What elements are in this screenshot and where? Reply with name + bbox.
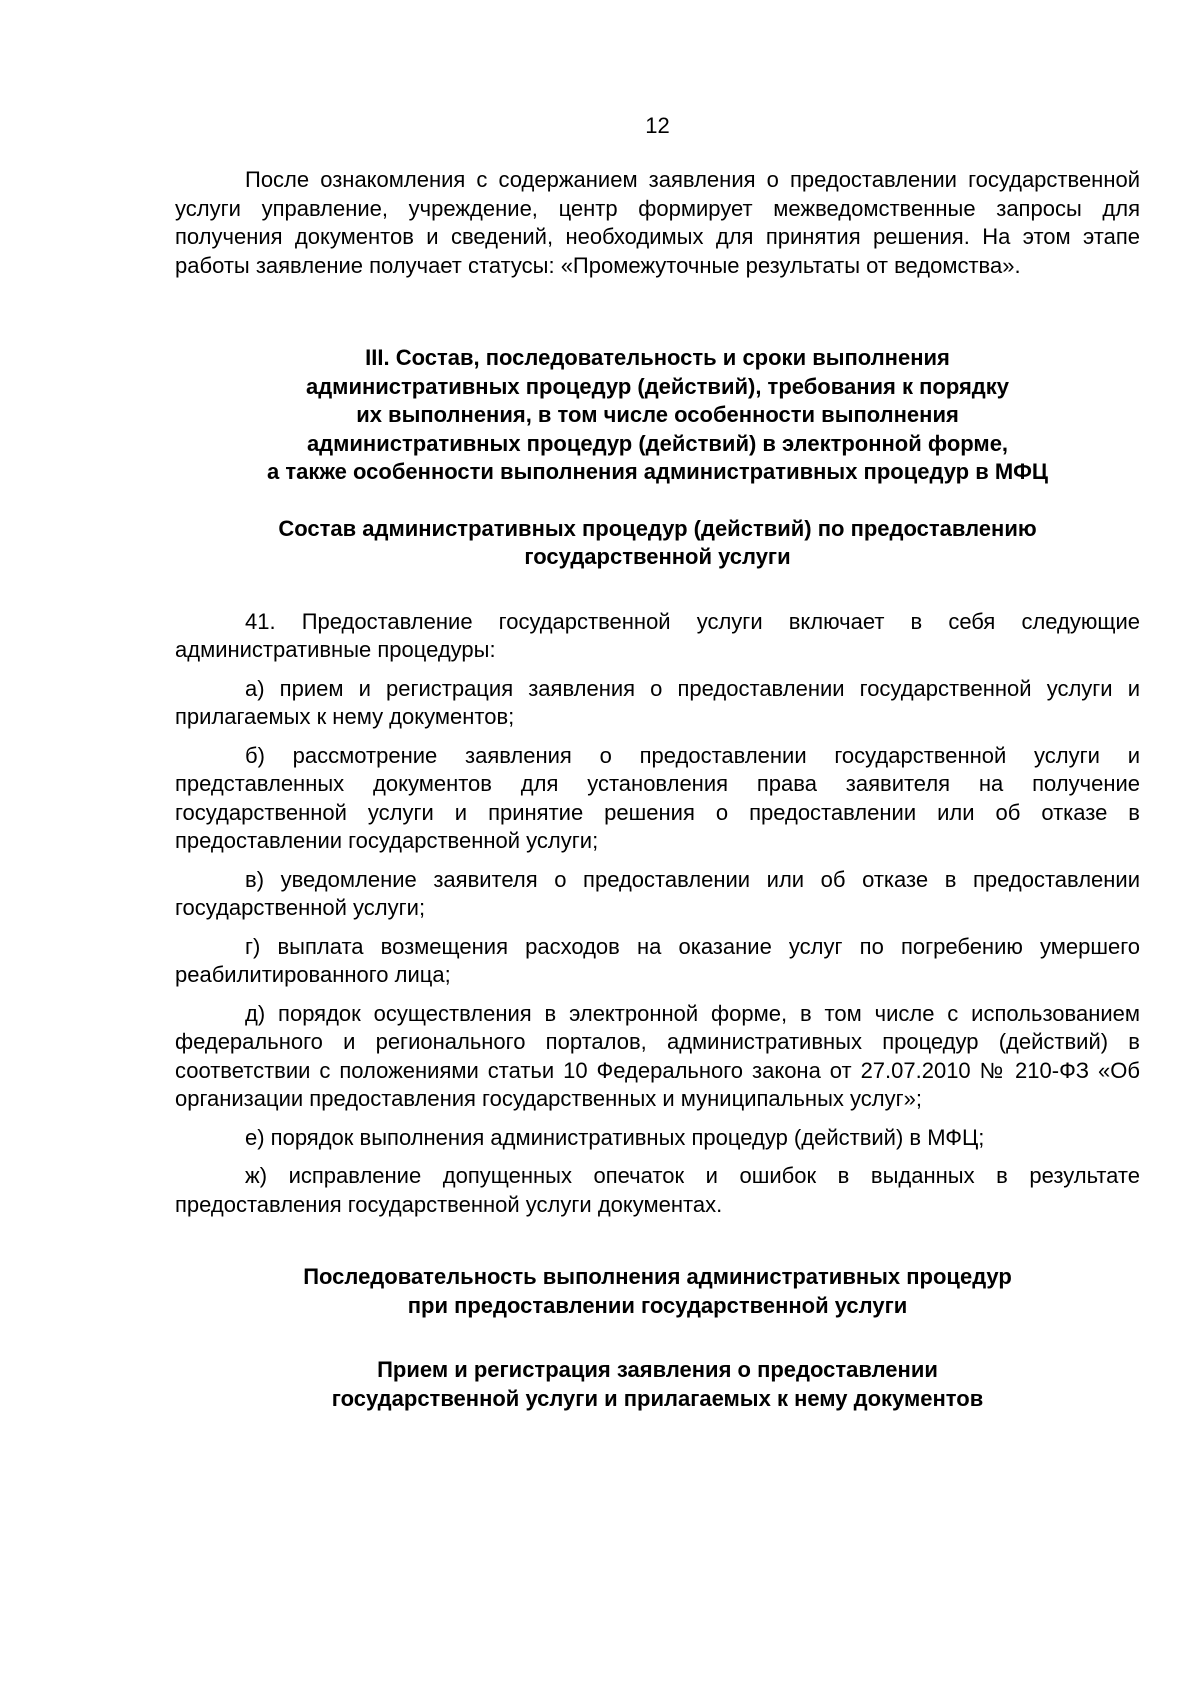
subheading-line: государственной услуги [524, 544, 791, 569]
section-heading-line: административных процедур (действий), требования к порядку [305, 373, 1010, 399]
section-heading-line: а также особенности выполнения административных процедур в МФЦ [267, 459, 1048, 484]
section-heading-line: административных процедур (действий) в электронной форме, [306, 430, 1009, 456]
subheading-sequence [175, 1263, 1140, 1320]
list-item-g: г) выплата возмещения расходов на оказание услуг по погребению умершего реабилитированного лица; [175, 933, 1140, 987]
section-heading-line: III. Состав, последовательность и сроки выполнения [365, 345, 950, 370]
paragraph-41: 41. Предоставление государственной услуги включает в себя следующие административные процедуры: [175, 608, 1140, 662]
list-item-zh: ж) исправление допущенных опечаток и ошибок в выданных в результате предоставления государственной услуги документах. [175, 1163, 1140, 1217]
subheading-line: государственной услуги и прилагаемых к нему документов [331, 1385, 984, 1411]
subheading-reception [175, 1356, 1140, 1413]
list-item-v: в) уведомление заявителя о предоставлении или об отказе в предоставлении государственной услуги; [175, 866, 1140, 920]
list-item-d: д) порядок осуществления в электронной форме, в том числе с использованием федерального и регионального порталов, административных процедур (действий) в соответствии с положениями статьи 10 Федерального закона от 27.07.2010 № 210-ФЗ «Об организации предоставления государственных и муниципальных услуг»; [175, 1000, 1140, 1111]
subheading-line: Прием и регистрация заявления о предоставлении [377, 1357, 938, 1382]
list-item-e: е) порядок выполнения административных процедур (действий) в МФЦ; [245, 1124, 985, 1150]
section-heading-line: их выполнения, в том числе особенности выполнения [356, 402, 959, 427]
list-item-a: а) прием и регистрация заявления о предоставлении государственной услуги и прилагаемых к нему документов; [175, 675, 1140, 729]
subheading-line: при предоставлении государственной услуги [407, 1292, 908, 1318]
list-item-b: б) рассмотрение заявления о предоставлении государственной услуги и представленных документов для установления права заявителя на получение государственной услуги и принятие решения о предоставлении или об отказе в предоставлении государственной услуги; [175, 742, 1140, 853]
intro-paragraph: После ознакомления с содержанием заявления о предоставлении государственной услуги управление, учреждение, центр формирует межведомственные запросы для получения документов и сведений, необходимых для принятия решения. На этом этапе работы заявление получает статусы: «Промежуточные результаты от ведомства». [175, 167, 1140, 278]
subheading-composition [175, 515, 1140, 572]
subheading-line: Состав административных процедур (действий) по предоставлению [278, 515, 1037, 541]
section-heading [175, 344, 1140, 487]
subheading-line: Последовательность выполнения административных процедур [303, 1264, 1012, 1289]
page-number: 12 [645, 113, 670, 138]
